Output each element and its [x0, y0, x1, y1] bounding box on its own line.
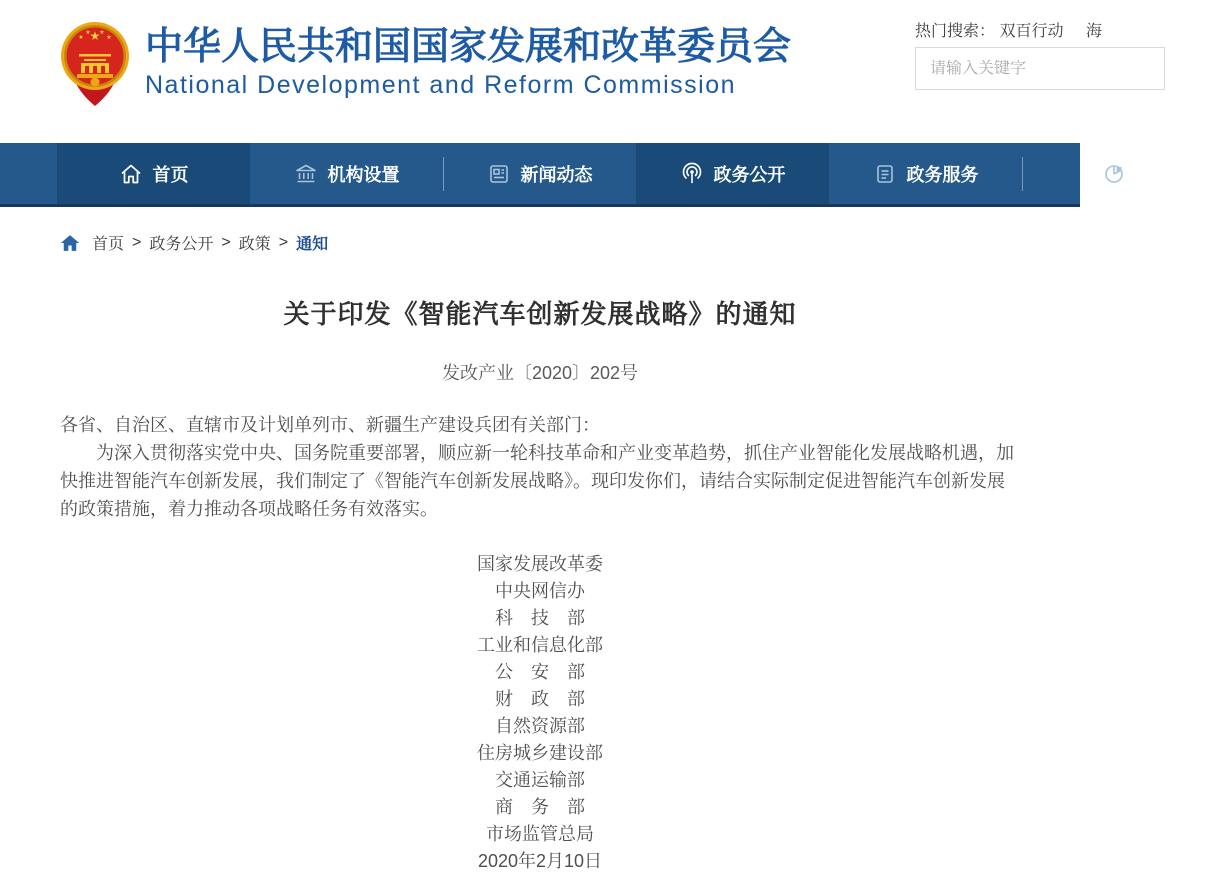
site-title-english: National Development and Reform Commission — [145, 70, 737, 99]
site-header — [0, 0, 1102, 143]
body-paragraph: 为深入贯彻落实党中央、国务院重要部署，顺应新一轮科技革命和产业变革趋势，抓住产业智能化发展战略机遇，加快推进智能汽车创新发展，我们制定了《智能汽车创新发展战略》。现印发你们，请结合实际制定促进智能汽车创新发展的政策措施，着力推动各项战略任务有效落实。 — [60, 443, 1014, 519]
breadcrumb-link-gov-disclosure[interactable]: 政务公开 — [149, 236, 214, 253]
signer-line: 住房城乡建设部 — [477, 743, 603, 763]
site-search-box — [915, 47, 1165, 90]
main-nav — [0, 143, 1080, 207]
signer-line: 工业和信息化部 — [477, 635, 603, 655]
breadcrumb-separator: > — [221, 233, 231, 251]
nav-item-interaction-partial[interactable] — [1022, 143, 1215, 204]
svg-text:★: ★ — [106, 35, 112, 41]
hot-search-bar — [915, 18, 1120, 41]
broadcast-icon — [680, 162, 704, 186]
article-body — [60, 411, 1020, 523]
nav-item-label: 机构设置 — [327, 164, 400, 185]
nav-item-label: 政务公开 — [713, 164, 786, 185]
signer-line: 交通运输部 — [495, 770, 585, 790]
breadcrumb-separator: > — [132, 233, 142, 251]
breadcrumb-current-notice: 通知 — [296, 236, 329, 253]
nav-item-gov-services[interactable] — [829, 143, 1022, 204]
nav-item-organization[interactable] — [250, 143, 443, 204]
national-emblem-logo — [58, 18, 132, 110]
breadcrumb-link-policy[interactable]: 政策 — [238, 236, 271, 253]
signer-line: 财 政 部 — [495, 689, 585, 709]
hot-search-label: 热门搜索： — [915, 23, 996, 40]
article-content — [0, 270, 1080, 875]
signer-line: 中央网信办 — [495, 581, 585, 601]
svg-text:★: ★ — [89, 29, 101, 43]
document-icon — [873, 162, 897, 186]
signer-line: 科 技 部 — [495, 608, 585, 628]
home-icon — [119, 162, 143, 186]
nav-item-home[interactable] — [57, 143, 250, 204]
bank-icon — [294, 162, 318, 186]
hot-search-link-2[interactable]: 海 — [1085, 23, 1102, 40]
svg-text:★: ★ — [78, 35, 84, 41]
nav-item-gov-disclosure[interactable] — [636, 143, 829, 204]
breadcrumb-link-home[interactable]: 首页 — [92, 236, 125, 253]
svg-text:★: ★ — [85, 30, 91, 36]
document-number: 发改产业〔2020〕202号 — [441, 363, 639, 383]
signer-line: 公 安 部 — [495, 662, 585, 682]
breadcrumb-separator: > — [278, 233, 289, 251]
site-title-block — [145, 26, 791, 99]
signer-line: 商 务 部 — [495, 797, 585, 817]
nav-item-label: 新闻动态 — [520, 164, 593, 185]
site-title-chinese: 中华人民共和国国家发展和改革委员会 — [145, 26, 792, 68]
svg-text:★: ★ — [99, 30, 105, 36]
breadcrumb — [60, 231, 328, 254]
sign-date: 2020年2月10日 — [477, 851, 603, 871]
nav-item-label: 首页 — [152, 164, 189, 185]
signer-line: 国家发展改革委 — [477, 554, 603, 574]
signing-departments — [0, 551, 1080, 848]
hot-search-link-1[interactable]: 双百行动 — [999, 23, 1064, 40]
home-solid-icon[interactable] — [60, 233, 80, 253]
news-icon — [487, 162, 511, 186]
nav-item-news[interactable] — [443, 143, 636, 204]
pie-chart-icon — [1102, 162, 1126, 186]
signer-line: 市场监管总局 — [486, 824, 594, 844]
search-input[interactable] — [916, 60, 1164, 78]
article-title: 关于印发《智能汽车创新发展战略》的通知 — [283, 299, 797, 329]
salutation-line: 各省、自治区、直辖市及计划单列市、新疆生产建设兵团有关部门： — [60, 415, 600, 435]
signer-line: 自然资源部 — [495, 716, 585, 736]
nav-item-label: 政务服务 — [906, 164, 979, 185]
